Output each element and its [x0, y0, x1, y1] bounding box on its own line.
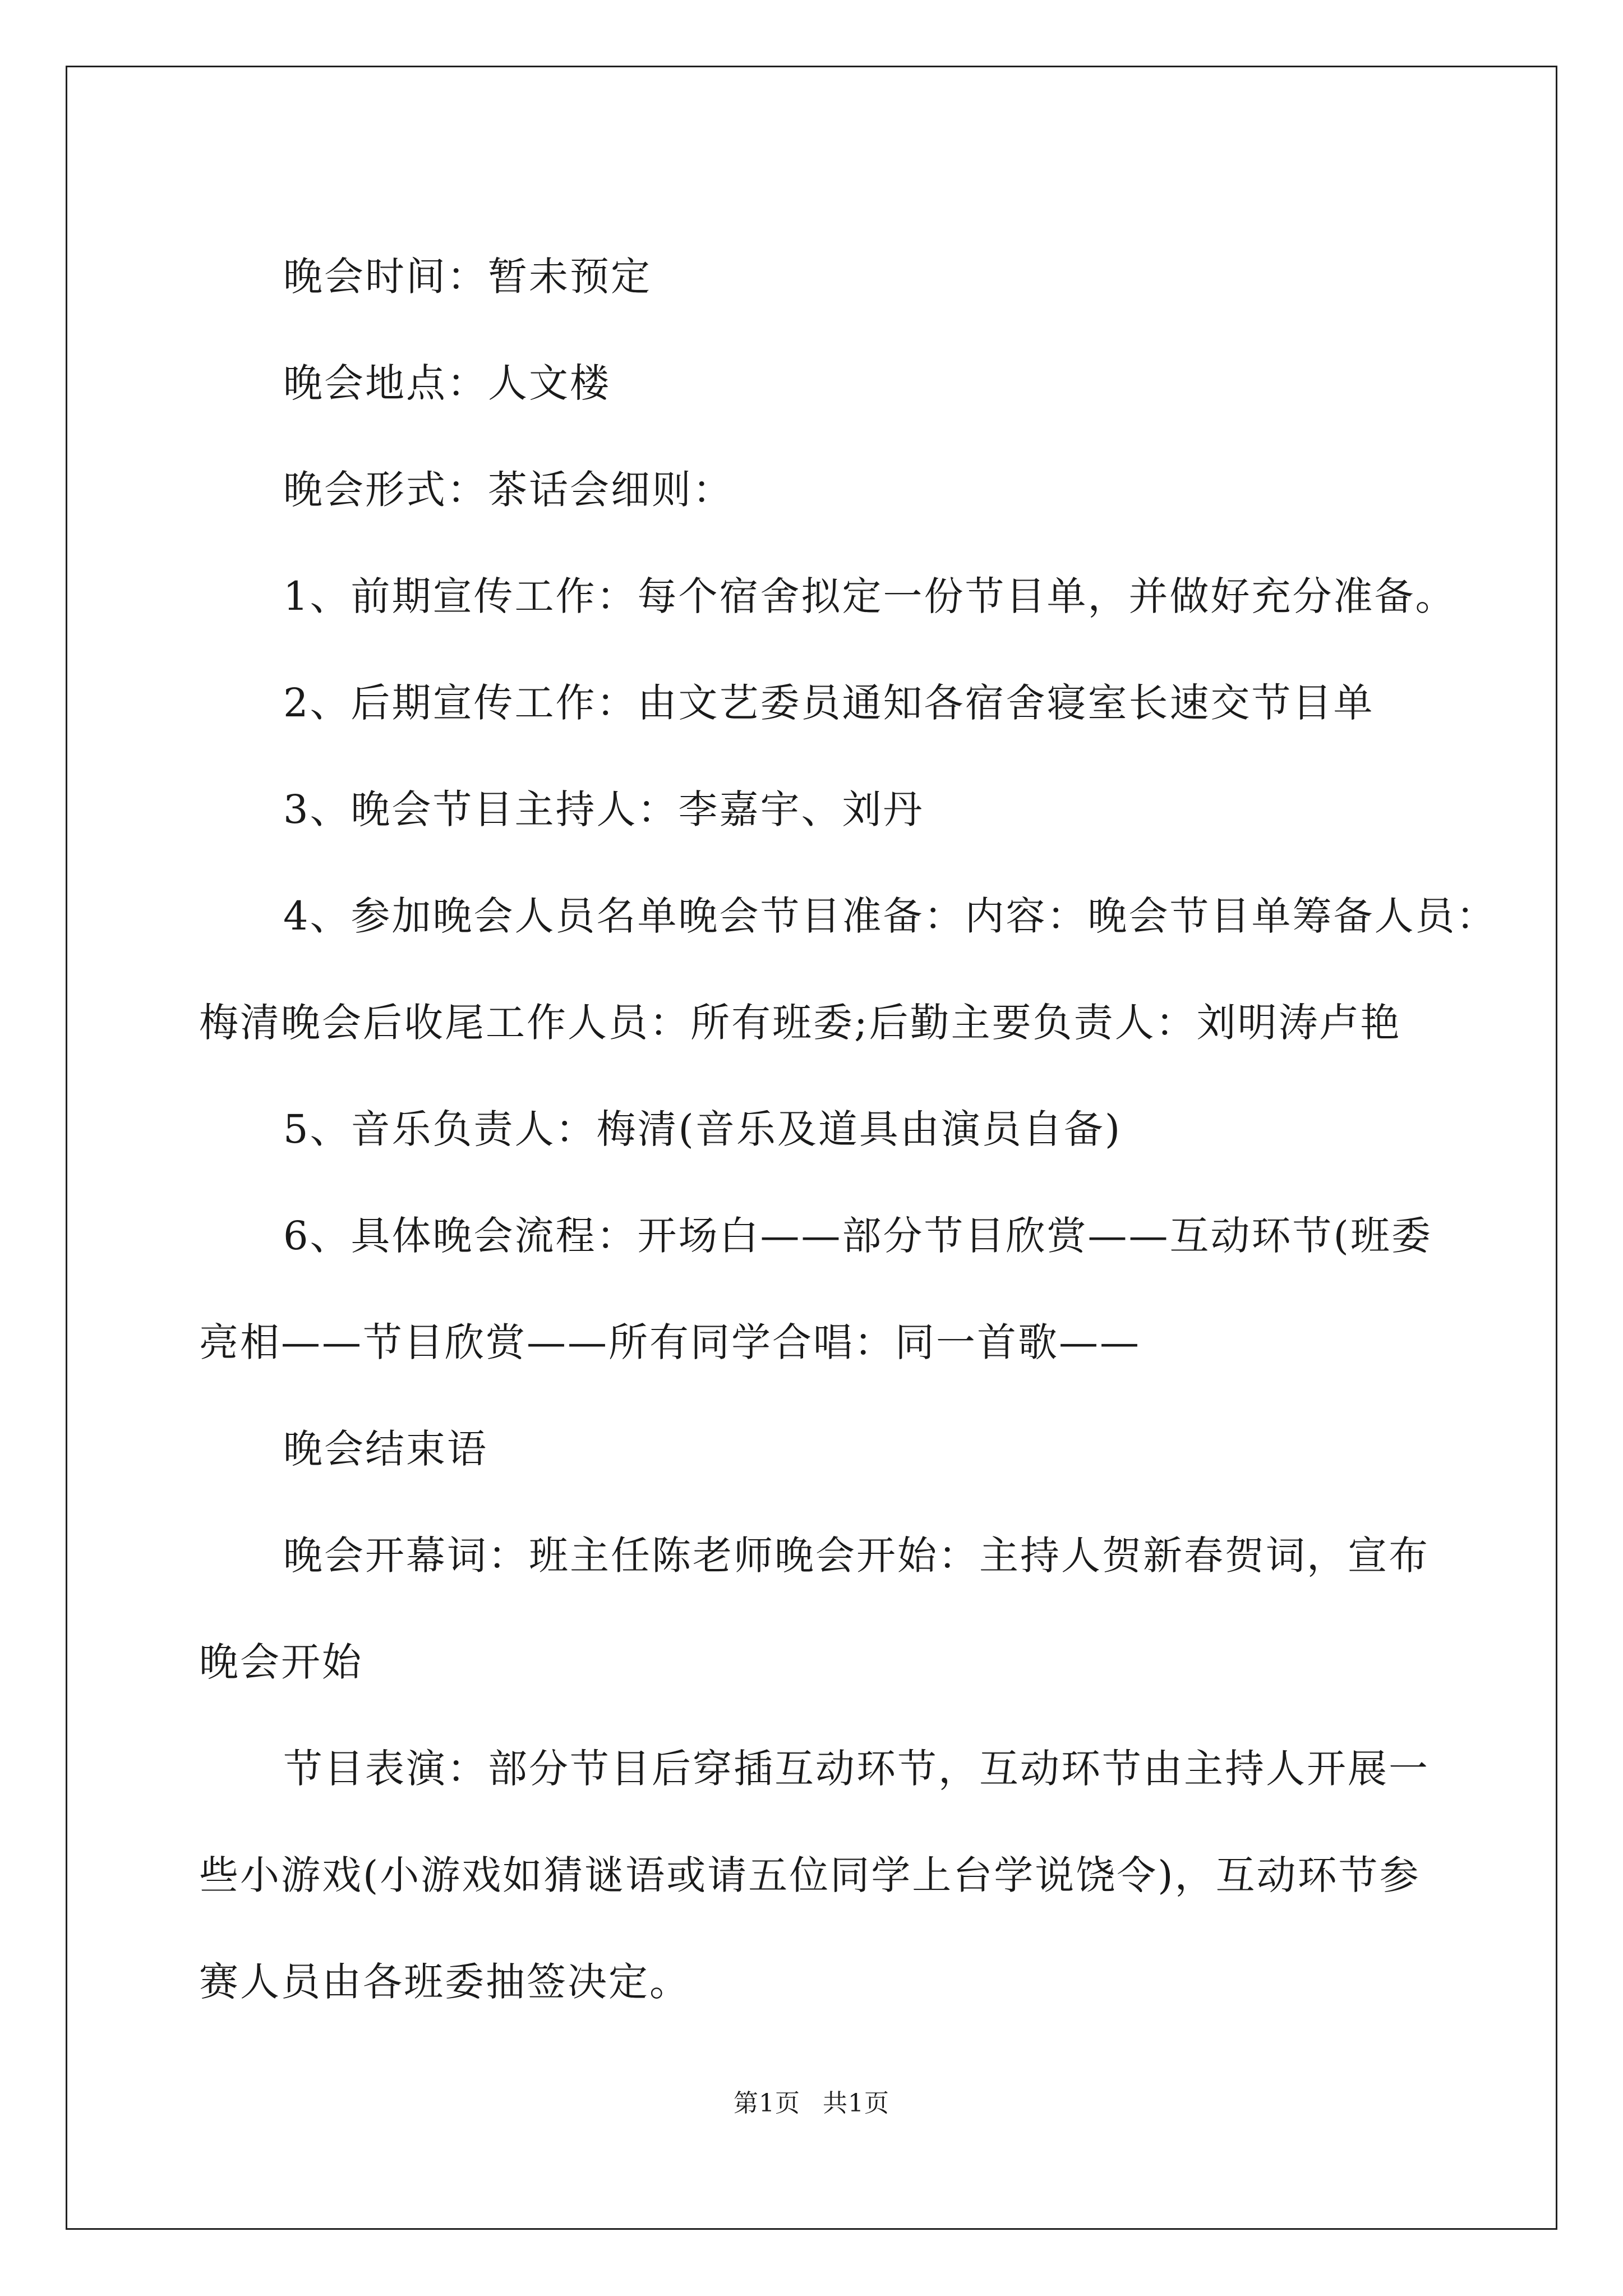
text-line: 5、音乐负责人：梅清(音乐及道具由演员自备) [283, 1106, 1122, 1152]
text-line: 晚会开始 [199, 1639, 363, 1685]
text-line: 亮相——节目欣赏——所有同学合唱：同一首歌—— [199, 1319, 1141, 1365]
text-line: 晚会形式：茶话会细则： [283, 467, 734, 513]
text-line: 些小游戏(小游戏如猜谜语或请五位同学上台学说饶令)，互动环节参 [199, 1852, 1421, 1898]
text-line: 梅清晚会后收尾工作人员：所有班委;后勤主要负责人：刘明涛卢艳 [199, 1000, 1401, 1046]
paragraph-item-1 [199, 543, 1483, 650]
page-number: 第1页 [734, 2089, 800, 2118]
paragraph-opening-speech [199, 1502, 1483, 1715]
paragraph-time [199, 223, 1483, 330]
paragraph-item-4 [199, 863, 1497, 1076]
paragraph-closing [199, 1396, 1483, 1502]
text-line: 4、参加晚会人员名单晚会节目准备：内容：晚会节目单筹备人员： [283, 893, 1497, 939]
page-total: 共1页 [823, 2089, 889, 2118]
text-line: 晚会时间：暂未预定 [283, 254, 652, 300]
text-line: 6、具体晚会流程：开场白——部分节目欣赏——互动环节(班委 [283, 1213, 1432, 1259]
paragraph-item-6 [199, 1182, 1483, 1396]
text-line: 赛人员由各班委抽签决定。 [199, 1959, 690, 2005]
text-line: 3、晚会节目主持人：李嘉宇、刘丹 [283, 786, 924, 832]
document-body [199, 223, 1497, 2035]
paragraph-location [199, 330, 1483, 436]
paragraph-item-3 [199, 756, 1483, 863]
text-line: 节目表演：部分节目后穿插互动环节，互动环节由主持人开展一 [283, 1746, 1430, 1792]
text-line: 晚会开幕词：班主任陈老师晚会开始：主持人贺新春贺词，宣布 [283, 1533, 1430, 1579]
paragraph-item-2 [199, 650, 1483, 756]
text-line: 1、前期宣传工作：每个宿舍拟定一份节目单，并做好充分准备。 [283, 573, 1456, 619]
page-footer [0, 2087, 1623, 2120]
text-line: 2、后期宣传工作：由文艺委员通知各宿舍寝室长速交节目单 [283, 680, 1375, 726]
paragraph-item-5 [199, 1076, 1483, 1182]
paragraph-performance [199, 1715, 1483, 2035]
text-line: 晚会结束语 [283, 1426, 488, 1472]
text-line: 晚会地点：人文楼 [283, 360, 611, 406]
paragraph-format [199, 436, 1483, 543]
